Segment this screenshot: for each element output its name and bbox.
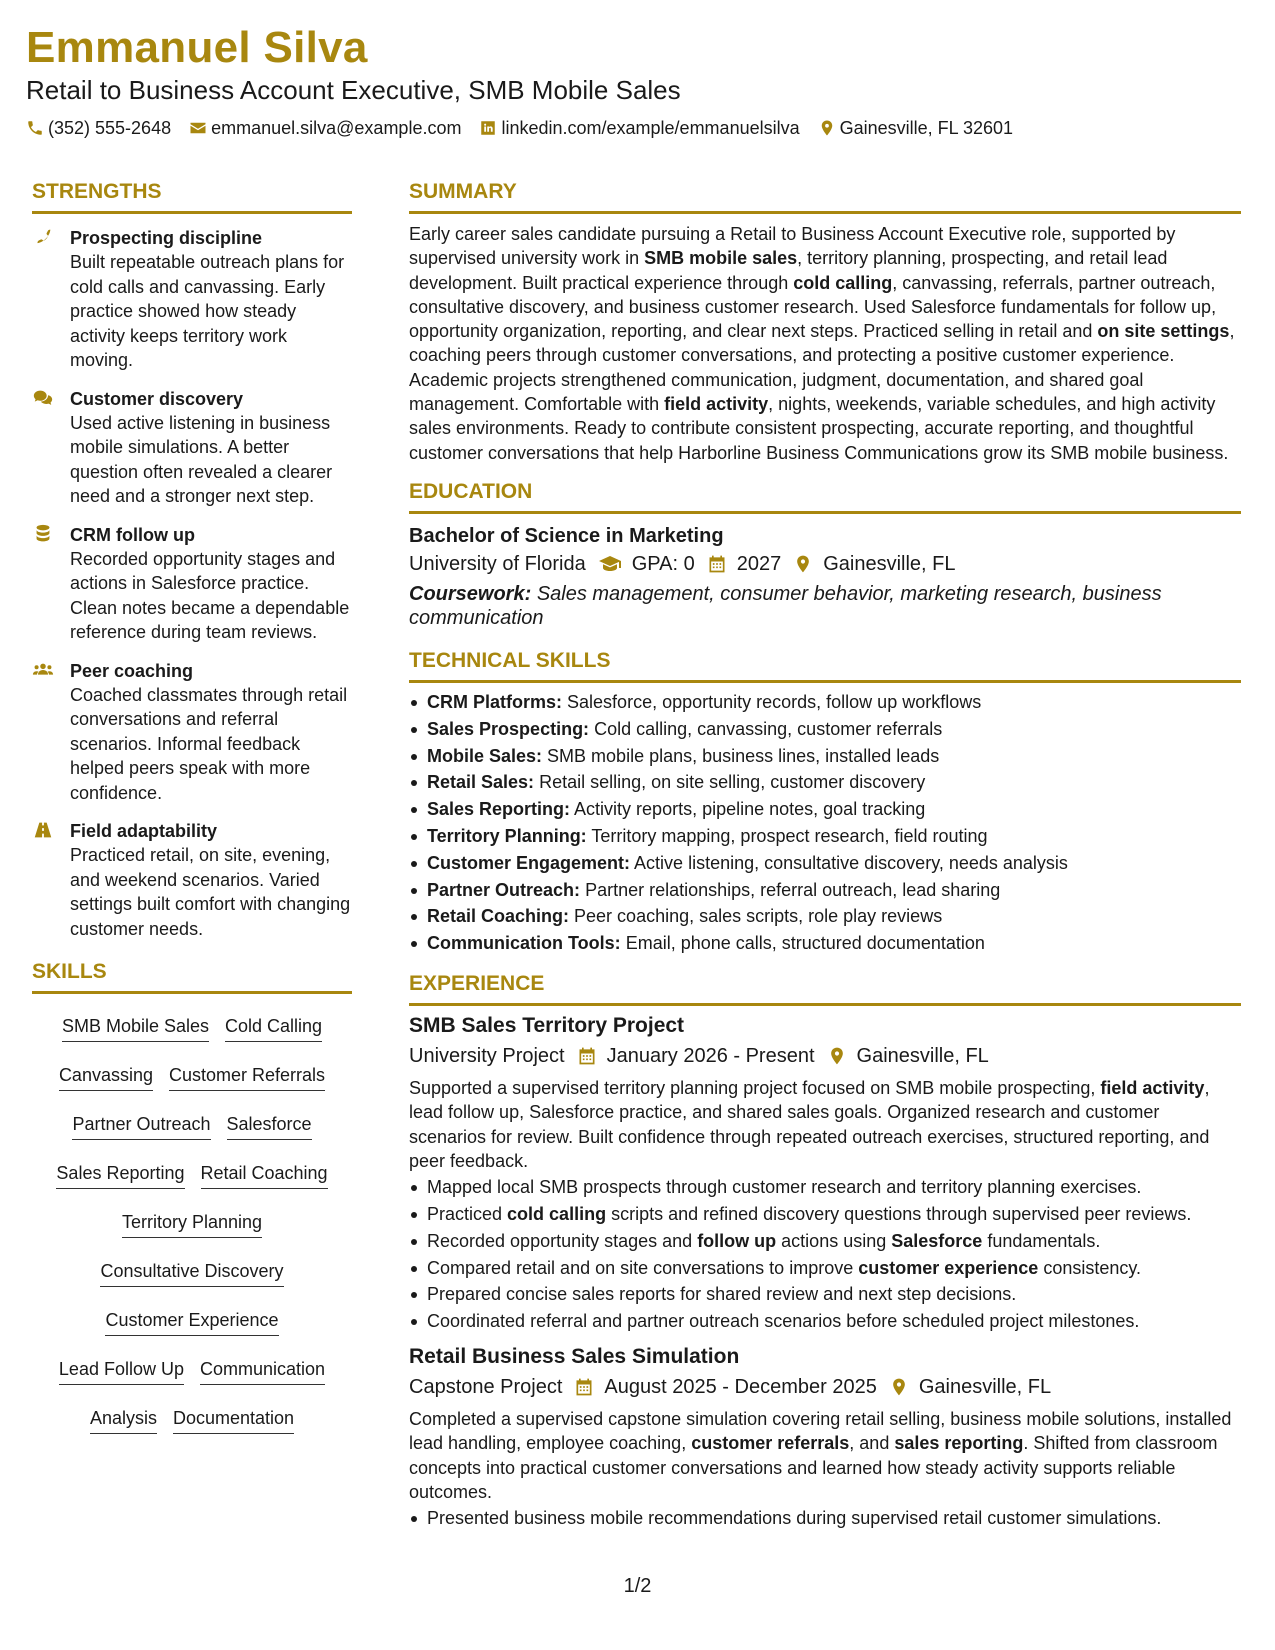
bold-text: sales reporting [894, 1433, 1024, 1454]
text-run: Mapped local SMB prospects through customer research and territory planning exercises. [427, 1177, 1142, 1198]
tech-skill-value: Peer coaching, sales scripts, role play reviews [574, 906, 943, 927]
map-marker-icon [827, 1046, 847, 1066]
tech-skill-key: Customer Engagement: [427, 852, 631, 873]
coursework-label: Coursework: [409, 582, 532, 605]
bold-text: Salesforce [891, 1230, 983, 1251]
strength-item [32, 387, 352, 509]
experience-bullet [409, 1201, 1241, 1228]
summary-heading: SUMMARY [409, 179, 1241, 214]
tech-skill-item [409, 823, 1241, 850]
comments-icon [32, 387, 54, 409]
bold-text: cold calling [507, 1203, 607, 1224]
tech-skill-key: Retail Coaching: [427, 906, 570, 927]
users-icon [32, 659, 54, 681]
tech-skill-value: Retail selling, on site selling, customer discovery [539, 772, 926, 793]
skill-chip: Partner Outreach [72, 1108, 210, 1140]
skill-chip: Consultative Discovery [100, 1255, 283, 1287]
bold-text: follow up [697, 1230, 777, 1251]
text-run: , nights, weekends, variable schedules, and high activity sales environments. Ready to contribute consistent prospecting, accurate reporting, and thoughtful customer conversations that help Harborline Business Communications grow its SMB mobile business. [409, 394, 1229, 463]
tech-skill-item [409, 716, 1241, 743]
phone-icon [32, 226, 54, 248]
gpa-item [598, 550, 695, 578]
experience-dates-item [574, 1373, 876, 1401]
text-run: actions using [776, 1230, 892, 1251]
strength-desc: Recorded opportunity stages and actions in Salesforce practice. Clean notes became a dependable reference during team reviews. [70, 548, 350, 642]
tech-skill-item [409, 769, 1241, 796]
bold-text: customer referrals [691, 1433, 850, 1454]
experience-entry [409, 1012, 1241, 1335]
experience-desc [409, 1076, 1241, 1173]
strength-desc: Built repeatable outreach plans for cold calls and canvassing. Early practice showed how steady activity keeps territory work moving. [70, 252, 345, 370]
linkedin-text: linkedin.com/example/emmanuelsilva [501, 118, 800, 138]
page-number: 1/2 [623, 1575, 652, 1597]
skill-chip: Retail Coaching [201, 1157, 328, 1189]
text-run: . Shifted from classroom concepts into practical customer conversations and learned how steady activity supports reliable outcomes. [409, 1433, 1218, 1502]
experience-dates-item [577, 1042, 815, 1070]
coursework-line [409, 582, 1241, 630]
education-meta [409, 550, 1241, 578]
experience-dates: August 2025 - December 2025 [604, 1375, 877, 1398]
text-run: Presented business mobile recommendations during supervised retail customer simulations. [427, 1508, 1162, 1529]
location-text: Gainesville, FL 32601 [839, 118, 1014, 138]
strength-item [32, 226, 352, 373]
text-run: Early career sales candidate pursuing a Retail to Business Account Executive role, supported by supervised university work in [409, 224, 1176, 269]
tech-skill-key: Mobile Sales: [427, 745, 543, 766]
education-entry [409, 522, 1241, 630]
tech-skill-value: Active listening, consultative discovery, needs analysis [634, 852, 1068, 873]
experience-desc [409, 1407, 1241, 1504]
tech-skill-value: Territory mapping, prospect research, field routing [591, 825, 988, 846]
experience-location: Gainesville, FL [856, 1044, 989, 1067]
contact-location [818, 116, 1013, 140]
strength-title: Field adaptability [70, 821, 218, 841]
experience-bullet [409, 1228, 1241, 1255]
text-run: , coaching peers through customer conversations, and protecting a positive customer experience. Academic projects strengthened communication, judgment, documentation, and shared goal management. Comfortable with [409, 321, 1235, 415]
skill-chip: Canvassing [59, 1059, 153, 1091]
experience-entry [409, 1343, 1241, 1532]
degree-title: Bachelor of Science in Marketing [409, 524, 724, 547]
text-run: consistency. [1038, 1257, 1142, 1278]
experience-meta [409, 1042, 1241, 1070]
tech-skill-value: Partner relationships, referral outreach, lead sharing [585, 879, 1001, 900]
text-run: Completed a supervised capstone simulation covering retail selling, business mobile solutions, installed lead handling, employee coaching, [409, 1408, 1232, 1454]
text-run: Supported a supervised territory planning project focused on SMB mobile prospecting, [409, 1077, 1101, 1098]
phone-text: (352) 555-2648 [48, 118, 172, 138]
strengths-heading: STRENGTHS [32, 179, 352, 214]
skills-heading: SKILLS [32, 959, 352, 994]
tech-skill-value: SMB mobile plans, business lines, installed leads [547, 745, 940, 766]
contact-phone[interactable] [26, 116, 171, 140]
tech-skill-item [409, 850, 1241, 877]
tech-skill-item [409, 689, 1241, 716]
tech-skill-value: Cold calling, canvassing, customer referrals [594, 718, 943, 739]
skill-chip: Territory Planning [122, 1206, 262, 1238]
right-column [409, 179, 1241, 1532]
experience-title: Retail Business Sales Simulation [409, 1344, 740, 1368]
strength-desc: Coached classmates through retail conversations and referral scenarios. Informal feedback helped peers speak with more confidence. [70, 684, 348, 803]
contact-linkedin[interactable] [479, 116, 799, 140]
coursework-text: Sales management, consumer behavior, marketing research, business communication [409, 582, 1162, 629]
gpa-text: GPA: 0 [631, 552, 695, 575]
skill-chip: Sales Reporting [56, 1157, 184, 1189]
contact-email[interactable] [189, 116, 461, 140]
strength-desc: Used active listening in business mobile simulations. A better question often revealed a clearer need and a stronger next step. [70, 412, 333, 506]
skill-chip: Salesforce [227, 1108, 312, 1140]
linkedin-icon [479, 119, 497, 137]
experience-bullet [409, 1255, 1241, 1282]
calendar-icon [577, 1046, 597, 1066]
experience-bullet [409, 1308, 1241, 1335]
tech-skill-item [409, 930, 1241, 957]
tech-skill-value: Email, phone calls, structured documentation [625, 933, 985, 954]
text-run: Coordinated referral and partner outreach scenarios before scheduled project milestones. [427, 1311, 1140, 1332]
tech-skill-key: Communication Tools: [427, 933, 621, 954]
resume-header [26, 22, 1256, 140]
bold-text: SMB mobile sales [644, 248, 798, 269]
skill-chip: SMB Mobile Sales [62, 1010, 209, 1042]
calendar-icon [574, 1377, 594, 1397]
strength-title: Peer coaching [70, 660, 194, 681]
bold-text: field activity [664, 394, 769, 415]
contact-bar [26, 116, 1256, 140]
experience-title: SMB Sales Territory Project [409, 1013, 685, 1037]
phone-icon [26, 119, 44, 137]
text-run: Practiced [427, 1203, 508, 1224]
technical-skills-list [409, 689, 1241, 957]
tech-skill-key: Sales Reporting: [427, 799, 571, 820]
school-name: University of Florida [409, 552, 586, 575]
text-run: , canvassing, referrals, partner outreach, consultative discovery, and business customer research. Used Salesforce fundamentals for follow up, opportunity organization, reporting, and clear next steps. Practiced selling in retail and [409, 272, 1217, 342]
experience-org: Capstone Project [409, 1375, 563, 1398]
strength-item [32, 819, 352, 941]
edu-location-text: Gainesville, FL [823, 552, 956, 575]
edu-location-item [793, 550, 955, 578]
left-column [32, 179, 352, 1445]
tech-skill-key: Partner Outreach: [427, 879, 581, 900]
text-run: Recorded opportunity stages and [427, 1230, 698, 1251]
text-run: , lead follow up, Salesforce practice, and shared sales goals. Organized research and customer scenarios for review. Built confidence through repeated outreach exercises, structured reporting, and peer feedback. [409, 1077, 1210, 1171]
experience-meta [409, 1373, 1241, 1401]
tech-skill-value: Salesforce, opportunity records, follow up workflows [567, 691, 982, 712]
bold-text: customer experience [858, 1257, 1039, 1278]
skill-chip: Customer Referrals [169, 1059, 325, 1091]
candidate-headline: Retail to Business Account Executive, SMB Mobile Sales [26, 75, 681, 105]
strength-item [32, 659, 352, 806]
skill-chip: Lead Follow Up [59, 1353, 184, 1385]
tech-skill-item [409, 796, 1241, 823]
tech-skill-key: Territory Planning: [427, 825, 587, 846]
summary-text [409, 222, 1241, 465]
skill-chip: Cold Calling [225, 1010, 322, 1042]
text-run: scripts and refined discovery questions through supervised peer reviews. [606, 1203, 1192, 1224]
experience-location-item [889, 1373, 1051, 1401]
tech-skill-value: Activity reports, pipeline notes, goal tracking [574, 799, 926, 820]
technical-skills-heading: TECHNICAL SKILLS [409, 648, 1241, 683]
experience-location-item [827, 1042, 989, 1070]
strength-title: Customer discovery [70, 388, 244, 409]
strength-desc: Practiced retail, on site, evening, and weekend scenarios. Varied settings built comfort with changing customer needs. [70, 845, 351, 939]
skill-chip: Communication [200, 1353, 325, 1385]
education-heading: EDUCATION [409, 479, 1241, 514]
strength-item [32, 523, 352, 645]
bold-text: on site settings [1097, 321, 1230, 342]
skill-cloud [32, 1004, 352, 1445]
calendar-icon [707, 554, 727, 574]
tech-skill-item [409, 877, 1241, 904]
text-run: , and [849, 1433, 895, 1454]
year-text: 2027 [736, 552, 782, 575]
skill-chip: Analysis [90, 1402, 157, 1434]
experience-org: University Project [409, 1044, 565, 1067]
graduation-cap-icon [598, 552, 622, 576]
text-run: Compared retail and on site conversations to improve [427, 1257, 859, 1278]
experience-heading: EXPERIENCE [409, 971, 1241, 1006]
map-marker-icon [818, 119, 836, 137]
experience-location: Gainesville, FL [918, 1375, 1052, 1398]
experience-bullets [409, 1174, 1241, 1335]
map-marker-icon [793, 554, 813, 574]
year-item [707, 550, 782, 578]
tech-skill-key: Retail Sales: [427, 772, 535, 793]
tech-skill-item [409, 743, 1241, 770]
experience-bullet [409, 1281, 1241, 1308]
bold-text: field activity [1100, 1077, 1205, 1098]
envelope-icon [189, 119, 207, 137]
text-run: , territory planning, prospecting, and retail lead development. Built practical experience through [409, 248, 1168, 293]
strengths-list [32, 226, 352, 941]
experience-bullet [409, 1505, 1241, 1532]
text-run: fundamentals. [982, 1230, 1101, 1251]
bold-text: cold calling [793, 272, 893, 293]
experience-bullets [409, 1505, 1241, 1532]
tech-skill-item [409, 903, 1241, 930]
email-text: emmanuel.silva@example.com [211, 118, 462, 138]
strength-title: CRM follow up [70, 524, 195, 545]
text-run: Prepared concise sales reports for shared review and next step decisions. [427, 1284, 1017, 1305]
road-icon [32, 819, 54, 841]
skills-section [32, 959, 352, 1445]
tech-skill-key: Sales Prospecting: [427, 718, 590, 739]
database-icon [32, 523, 54, 545]
map-marker-icon [889, 1377, 909, 1397]
experience-dates: January 2026 - Present [606, 1044, 815, 1067]
skill-chip: Customer Experience [105, 1304, 278, 1336]
tech-skill-key: CRM Platforms: [427, 691, 563, 712]
candidate-name: Emmanuel Silva [26, 23, 368, 72]
skill-chip: Documentation [173, 1402, 294, 1434]
strength-title: Prospecting discipline [70, 228, 263, 248]
experience-bullet [409, 1174, 1241, 1201]
